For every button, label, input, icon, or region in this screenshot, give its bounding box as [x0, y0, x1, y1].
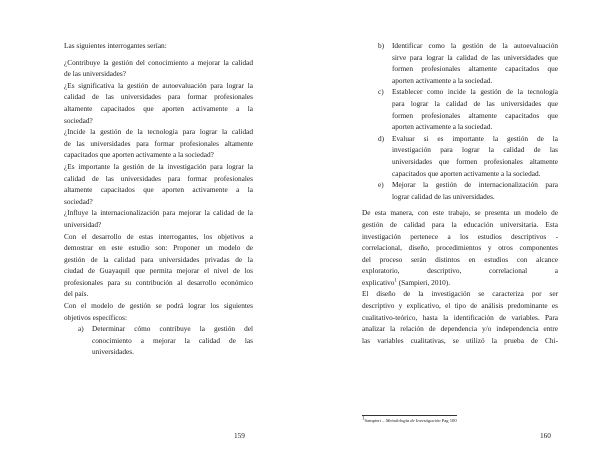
text-line: altamente capacitados que aporten activamente a la [64, 103, 253, 113]
text-line: Las siguientes interrogantes serían: [64, 41, 167, 50]
text-line: correlacional, diseño, procedimientos y otros componentes [362, 243, 558, 253]
text-line: ¿Influye la internacionalización para mejorar la calidad de la [64, 208, 253, 218]
text-line: aporten activamente a la sociedad. [392, 122, 493, 132]
paragraph [64, 40, 253, 52]
text-line: ciudad de Guayaquil que permita mejorar el nivel de los [64, 266, 253, 276]
text-line: ¿Es significativa la gestión de autoevaluación para lograr la [64, 80, 253, 90]
text-line: capacitados que aporten activamente a la sociedad? [64, 150, 214, 160]
text-line: del país. [64, 289, 89, 299]
text-line: Con el modelo de gestión se podrá lograr los siguientes [64, 301, 253, 311]
line-text: explicativo [362, 277, 395, 287]
list-marker: a) [78, 324, 84, 334]
text-line: profesionales para su contribución al desarrollo económico [64, 277, 253, 287]
text-line: Con el desarrollo de estas interrogantes, los objetivos a [64, 231, 253, 241]
text-line: analizar la relación de dependencia y/o independencia entre [362, 324, 558, 334]
right-page [300, 0, 600, 473]
text-line: sociedad? [64, 196, 93, 206]
list-item-body [392, 40, 558, 86]
text-line: capacitados que aporten activamente a la sociedad. [392, 168, 541, 178]
text-line: gestión de calidad para la educación universitaria. Esta [362, 219, 558, 229]
text-line: ¿Es importante la gestión de la investigación para lograr la [64, 161, 253, 171]
left-text-column [64, 40, 253, 358]
text-line: ¿Incide la gestión de la tecnología para lograr la calidad [64, 127, 253, 137]
text-line: del proceso serán distintos en estudios con alcance [362, 254, 558, 264]
list-marker: e) [378, 180, 384, 190]
text-line: universidades que formen profesionales altamente [392, 156, 558, 166]
list-item-body [392, 86, 558, 132]
paragraph [64, 161, 253, 207]
text-line: Identificar como la gestión de la autoevaluación [392, 41, 558, 50]
right-text-column [362, 40, 558, 346]
text-line: de las universidades para formar profesionales altamente [64, 138, 253, 148]
paragraph [64, 126, 253, 161]
question-block [64, 57, 253, 324]
text-line: lograr calidad de las universidades. [392, 191, 495, 201]
list-marker: c) [378, 87, 384, 97]
text-line: universidades. [92, 347, 134, 357]
text-line: universidad? [64, 219, 102, 229]
text-line: exploratorio, descriptivo, correlacional a [362, 266, 558, 276]
text-line: investigación para lograr la calidad de las [392, 145, 558, 155]
text-line: cualitativo-teórico, hasta la identificación de variables. Para [362, 312, 558, 322]
list-marker: d) [378, 133, 385, 143]
paragraph [64, 207, 253, 230]
text-line: formen profesionales altamente capacitados que [392, 110, 558, 120]
text-line: de las universidades? [64, 69, 127, 79]
text-line: investigación pertenece a los estudios descriptivos - [362, 231, 558, 241]
page-number: 160 [540, 431, 551, 440]
text-line: ¿Contribuye la gestión del conocimiento a mejorar la calidad [64, 57, 253, 67]
paragraph [64, 231, 253, 301]
paragraph [64, 57, 253, 80]
text-line: calidad de las universidades para formar profesionales [64, 173, 253, 183]
text-line: para lograr la calidad de las universidades que [392, 98, 558, 108]
text-line: descriptivo y explicativo, el tipo de análisis predominante es [362, 301, 558, 311]
text-line: Mejorar la gestión de internacionalización para [392, 180, 558, 190]
text-line: De esta manera, con este trabajo, se presenta un modelo de [362, 208, 558, 218]
paragraph [64, 80, 253, 126]
list-item-body [92, 323, 253, 358]
text-line [362, 277, 558, 289]
paragraph [362, 207, 558, 288]
text-line: conocimiento a mejorar la calidad de las [92, 335, 253, 345]
text-line: sociedad? [64, 115, 93, 125]
footnote [362, 418, 457, 423]
paragraph [362, 288, 558, 346]
list-item [362, 179, 558, 202]
footnote-reference: 1 [394, 278, 397, 284]
text-line: demostrar en este estudio son: Proponer un modelo de [64, 243, 253, 253]
page-number: 159 [234, 431, 245, 440]
footnote-rule [362, 415, 457, 416]
list-item [362, 86, 558, 132]
paragraph [64, 300, 253, 323]
list-item [362, 133, 558, 179]
text-line: Establecer como incide la gestión de la tecnología [392, 87, 558, 97]
text-line: las variables cualitativas, se utilizó la prueba de Chi- [362, 335, 558, 345]
text-line: formen profesionales altamente capacitados que [392, 64, 558, 74]
list-item-body [392, 179, 558, 202]
text-line: altamente capacitados que aporten activamente a la [64, 185, 253, 195]
text-line: objetivos específicos: [64, 312, 128, 322]
text-line: Determinar cómo contribuye la gestión del [92, 324, 253, 334]
list-item [64, 323, 253, 358]
footnote-page: Pag 100 [440, 418, 457, 423]
text-line: aporten activamente a la sociedad. [392, 75, 493, 85]
text-line: calidad de las universidades para formar profesionales [64, 92, 253, 102]
list-marker: b) [378, 41, 385, 50]
footnote-marker: 1 [362, 416, 365, 422]
text-line: Evaluar si es importante la gestión de la [392, 133, 558, 143]
text-line: El diseño de la investigación se caracteriza por ser [362, 289, 558, 299]
text-line: gestión de la calidad para universidades privadas de la [64, 254, 253, 264]
list-item-body [392, 133, 558, 179]
footnote-title: Metodología de Investigación [385, 418, 441, 423]
text-line: sirve para lograr la calidad de las universidades que [392, 52, 558, 62]
footnote-author: Sampieri – [364, 418, 386, 423]
list-item [362, 40, 558, 86]
line-text: (Sampieri, 2010). [396, 277, 451, 287]
